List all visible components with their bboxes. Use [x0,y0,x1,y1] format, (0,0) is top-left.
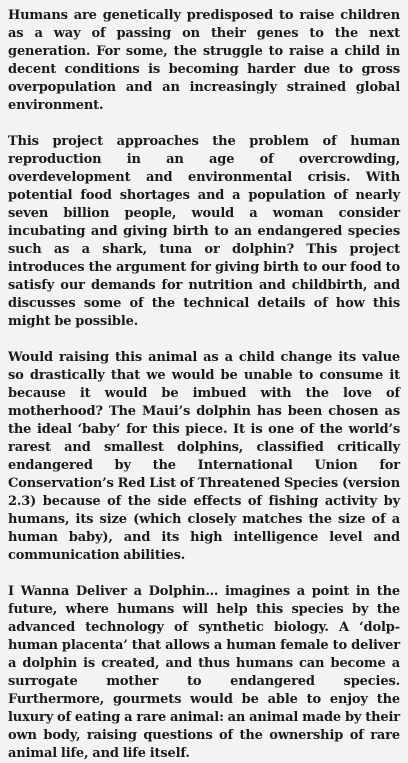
paragraph-3: Would raising this animal as a child change its value so drastically that we would be unable to consume it because it would be imbued with the love of motherhood? The Maui’s dolphin has been chosen as the ideal ‘baby’ for this piece. It is one of the world’s rarest and smallest dolphins, classified critically endangered by the International Union for Conservation’s Red List of Threatened Species (version 2.3) because of the side effects of fishing activity by humans, its size (which closely matches the size of a human baby), and its high intelligence level and communication abilities. [8,350,400,563]
paragraph-2: This project approaches the problem of human reproduction in an age of overcrowding, overdevelopment and environmental crisis. With potential food shortages and a population of nearly seven billion people, would a woman consider incubating and giving birth to an endangered species such as a shark, tuna or dolphin? This project introduces the argument for giving birth to our food to satisfy our demands for nutrition and childbirth, and discusses some of the technical details of how this might be possible. [8,134,400,329]
paragraph-1: Humans are genetically predisposed to raise children as a way of passing on their genes to the next generation. For some, the struggle to raise a child in decent conditions is becoming harder due to gross overpopulation and an increasingly strained global environment. [8,8,400,113]
paragraph-4: I Wanna Deliver a Dolphin… imagines a point in the future, where humans will help this species by the advanced technology of synthetic biology. A ‘dolp-human placenta’ that allows a human female to deliver a dolphin is created, and thus humans can become a surrogate mother to endangered species. Furthermore, gourmets would be able to enjoy the luxury of eating a rare animal: an animal made by their own body, raising questions of the ownership of rare animal life, and life itself. [8,584,400,761]
